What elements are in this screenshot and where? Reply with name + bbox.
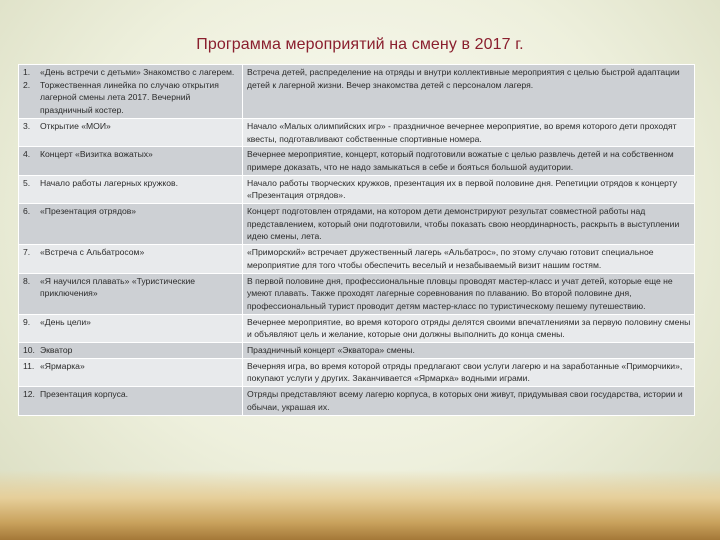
list-item [23,246,239,259]
event-description: Концерт подготовлен отрядами, на котором дети демонстрируют результат совместной работы над представлением, который они подготовили, чтобы показать свою неординарность, раскрыть в выступлении идею смены, лета. [243,204,695,245]
event-name-cell [19,175,243,203]
list-item [23,66,239,79]
item-number: 1. [23,67,31,77]
item-number: 4. [23,149,31,160]
item-title: «День цели» [40,316,91,327]
item-title: Открытие «МОИ» [40,120,111,131]
table-row [19,387,695,415]
item-number: 8. [23,275,31,286]
events-table [18,64,695,416]
item-number: 12. [23,389,35,400]
item-title: Концерт «Визитка вожатых» [40,149,153,160]
item-title: «День встречи с детьми» Знакомство с лагерем. [40,67,235,77]
item-title: «Встреча с Альбатросом» [40,247,145,258]
item-number: 11. [23,360,35,371]
event-description: Праздничный концерт «Экватора» смены. [243,343,695,359]
list-item [23,177,239,190]
item-number: 3. [23,120,31,131]
item-number: 2. [23,79,31,90]
event-description: «Приморский» встречает дружественный лагерь «Альбатрос», по этому случаю готовит специальное мероприятие для того чтобы обеспечить веселый и незабываемый визит нашим гостям. [243,245,695,273]
list-item [23,79,239,117]
list-item [23,344,239,357]
event-description: Вечернее мероприятие, во время которого отряды делятся своими впечатлениями за первую половину смены и объявляют цель и желание, которые они должны выполнить до конца смены. [243,314,695,342]
table-row [19,343,695,359]
event-name-cell [19,245,243,273]
table-row [19,118,695,146]
table-row [19,147,695,175]
table-row [19,273,695,314]
page-title: Программа мероприятий на смену в 2017 г. [196,36,524,53]
event-description: Начало «Малых олимпийских игр» - праздничное вечернее мероприятие, во время которого дети проходят квесты, подготавливают собственные спортивные номера. [243,118,695,146]
item-number: 7. [23,247,31,258]
event-name-cell [19,204,243,245]
table-row [19,175,695,203]
table-row [19,245,695,273]
event-name-cell [19,343,243,359]
event-name-cell [19,118,243,146]
event-name-cell [19,273,243,314]
item-title: Презентация корпуса. [40,389,129,400]
background-landscape [0,470,720,540]
item-title: Начало работы лагерных кружков. [40,177,178,188]
list-item [23,360,239,373]
event-name-cell [19,387,243,415]
list-item [23,316,239,329]
list-item [23,388,239,401]
list-item [23,205,239,218]
event-name-cell [19,147,243,175]
item-number: 6. [23,206,31,217]
event-name-cell [19,314,243,342]
event-name-cell [19,358,243,386]
item-title: «Я научился плавать» «Туристические приключения» [40,275,196,299]
table-row [19,204,695,245]
event-description: Начало работы творческих кружков, презентация их в первой половине дня. Репетиции отрядов к концерту «Презентация отрядов». [243,175,695,203]
table-row [19,65,695,119]
table-row [19,314,695,342]
item-number: 10. [23,345,35,356]
item-number: 5. [23,177,31,188]
event-description: Вечерняя игра, во время которой отряды предлагают свои услуги лагерю и на заработанные «Приморчики», покупают услуги у других. Заканчивается «Ярмарка» водными играми. [243,358,695,386]
event-name-cell [19,65,243,119]
item-title: Экватор [40,345,73,356]
list-item [23,120,239,133]
item-title: Торжественная линейка по случаю открытия лагерной смены лета 2017. Вечерний праздничный костер. [40,79,219,116]
list-item [23,148,239,161]
list-item [23,275,239,300]
item-title: «Ярмарка» [40,360,85,371]
table-row [19,358,695,386]
event-description: В первой половине дня, профессиональные пловцы проводят мастер-класс и учат детей, которые еще не умеют плавать. Также проходят лагерные соревнования по плаванию. Во второй половине дня, профессиональный турист проводит детям мастер-класс по туристическому пешему путешествию. [243,273,695,314]
item-title: «Презентация отрядов» [40,206,137,217]
item-number: 9. [23,316,31,327]
event-description: Отряды представляют всему лагерю корпуса, в которых они живут, придумывая свои государства, истории и обычаи, украшая их. [243,387,695,415]
event-description: Вечернее мероприятие, концерт, который подготовили вожатые с целью развлечь детей и на собственном примере доказать, что не надо замыкаться в себе и бояться большой аудитории. [243,147,695,175]
event-description: Встреча детей, распределение на отряды и внутри коллективные мероприятия с целью быстрой адаптации детей к лагерной жизни. Вечер знакомства детей с персоналом лагеря. [243,65,695,119]
